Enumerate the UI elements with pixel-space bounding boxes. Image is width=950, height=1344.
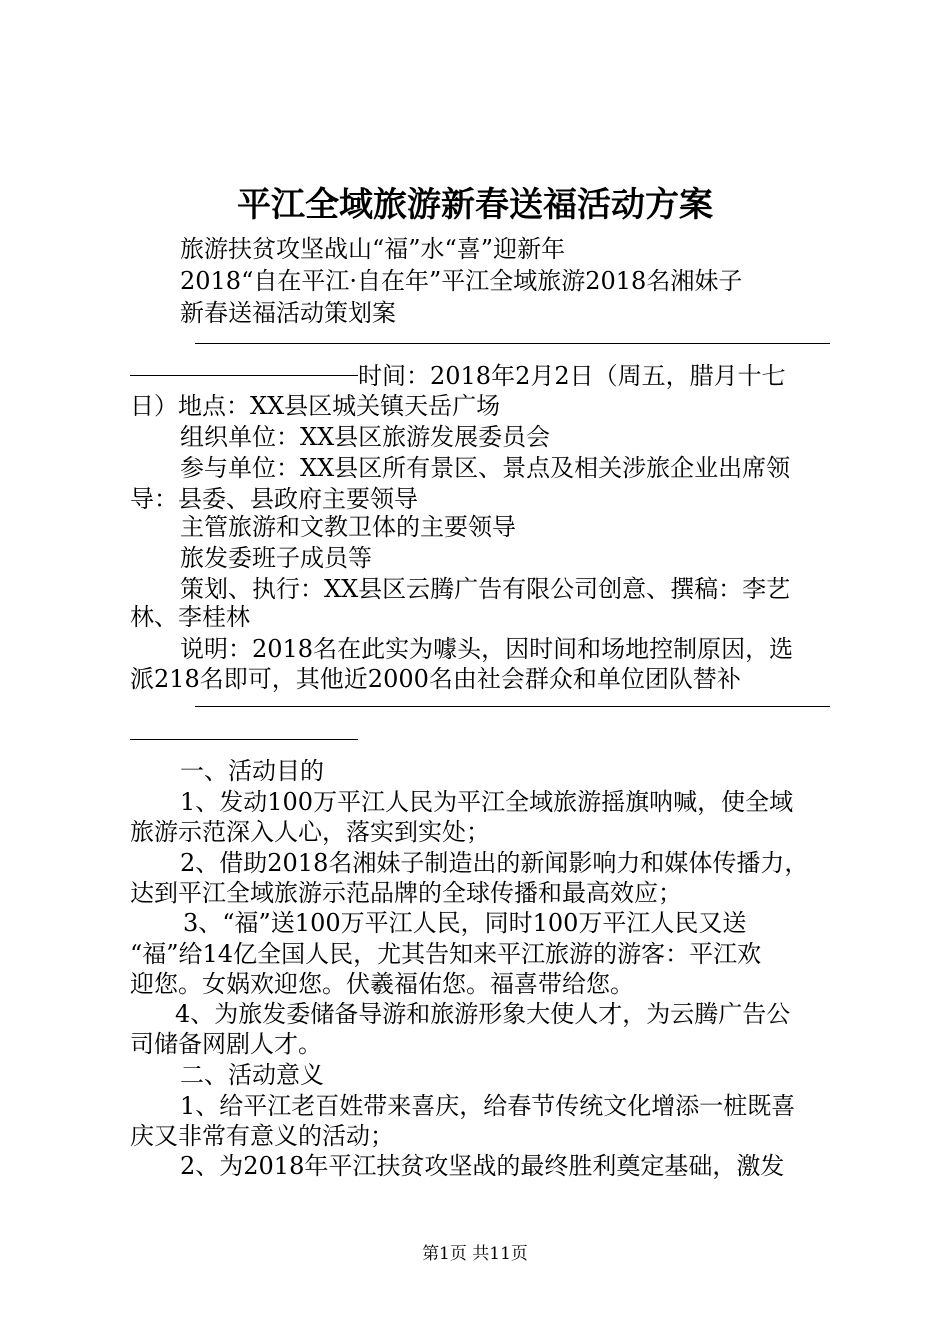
subtitle-line: 新春送福活动策划案 (180, 299, 396, 327)
body-line: 4、为旅发委储备导游和旅游形象大使人才，为云腾广告公 (175, 1000, 791, 1028)
page-number: 第1页 共11页 (422, 1244, 528, 1264)
body-line: 迎您。女娲欢迎您。伏羲福佑您。福喜带给您。 (130, 970, 634, 998)
info-line: 派218名即可，其他近2000名由社会群众和单位团队替补 (130, 665, 741, 693)
info-line: 说明：2018名在此实为噱头，因时间和场地控制原因，选 (180, 635, 794, 663)
subtitle-line: 2018“自在平江·自在年”平江全域旅游2018名湘妹子 (180, 267, 743, 295)
info-line: 组织单位：XX县区旅游发展委员会 (180, 423, 551, 451)
body-line: 1、发动100万平江人民为平江全域旅游摇旗呐喊，使全域 (180, 788, 794, 816)
body-line: 2、为2018年平江扶贫攻坚战的最终胜利奠定基础，激发 (180, 1152, 785, 1180)
body-line: 2、借助2018名湘妹子制造出的新闻影响力和媒体传播力， (180, 849, 809, 877)
body-line: 1、给平江老百姓带来喜庆，给春节传统文化增添一桩既喜 (180, 1092, 796, 1120)
info-line: 参与单位：XX县区所有景区、景点及相关涉旅企业出席领 (180, 454, 791, 482)
separator-line (195, 706, 830, 707)
info-line: 时间：2018年2月2日（周五，腊月十七 (358, 362, 786, 390)
body-line: 司储备网剧人才。 (130, 1030, 322, 1058)
separator-line (130, 375, 358, 376)
body-line: 庆又非常有意义的活动； (130, 1122, 394, 1150)
separator-line (195, 343, 830, 344)
body-line: “福”给14亿全国人民，尤其告知来平江旅游的游客：平江欢 (130, 940, 762, 968)
info-line: 旅发委班子成员等 (180, 544, 372, 572)
separator-line (130, 739, 358, 740)
subtitle-line: 旅游扶贫攻坚战山“福”水“喜”迎新年 (180, 235, 566, 263)
info-line: 日）地点：XX县区城关镇天岳广场 (130, 392, 501, 420)
body-line: 达到平江全域旅游示范品牌的全球传播和最高效应； (130, 879, 682, 907)
section-heading: 一、活动目的 (180, 757, 324, 785)
info-line: 导：县委、县政府主要领导 (130, 485, 418, 513)
info-line: 林、李桂林 (130, 603, 250, 631)
section-heading: 二、活动意义 (180, 1061, 324, 1089)
body-line: 3、“福”送100万平江人民，同时100万平江人民又送 (183, 909, 747, 937)
info-line: 策划、执行：XX县区云腾广告有限公司创意、撰稿：李艺 (180, 575, 791, 603)
body-line: 旅游示范深入人心，落实到实处； (130, 818, 490, 846)
document-title: 平江全域旅游新春送福活动方案 (237, 185, 713, 225)
info-line: 主管旅游和文教卫体的主要领导 (180, 513, 516, 541)
